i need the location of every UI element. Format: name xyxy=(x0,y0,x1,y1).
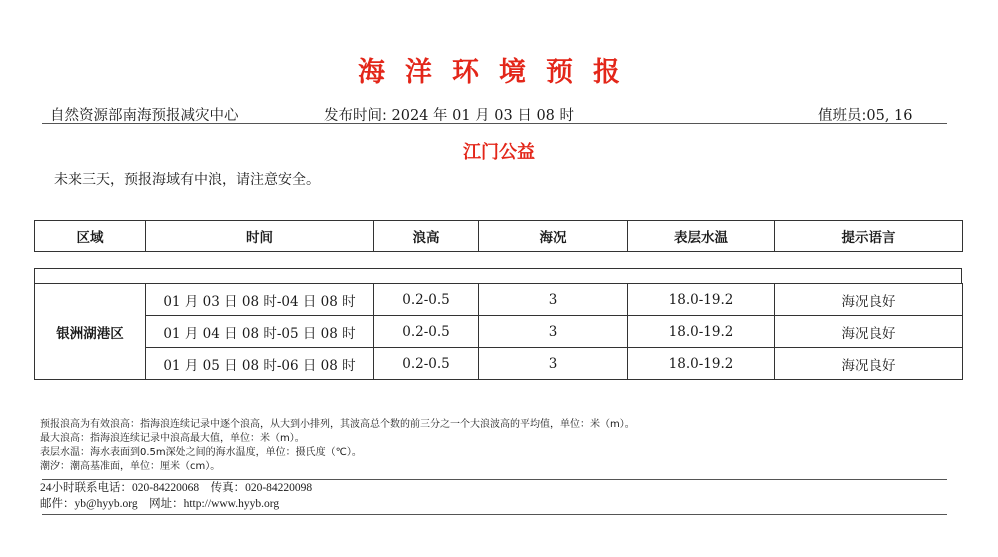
phone-number: 020-84220068 xyxy=(132,482,200,494)
note-max-wave: 最大浪高：指海浪连续记录中浪高最大值，单位：米（m）。 xyxy=(40,433,305,444)
wave-cell: 0.2-0.5 xyxy=(374,316,479,348)
time-cell: 01 月 05 日 08 时-06 日 08 时 xyxy=(146,348,374,380)
note-surface-temp: 表层水温：海水表面到0.5m深处之间的海水温度，单位：摄氏度（℃）。 xyxy=(40,447,362,458)
email-address[interactable]: yb@hyyb.org xyxy=(74,498,138,510)
duty-info xyxy=(818,104,913,125)
region-cell: 银洲湖港区 xyxy=(35,284,146,380)
footer-divider-top xyxy=(42,479,947,480)
table-row xyxy=(35,348,963,380)
header-region: 区域 xyxy=(35,221,146,252)
wave-cell: 0.2-0.5 xyxy=(374,348,479,380)
fax-label: 传真： xyxy=(210,482,246,494)
duty-value: 05, 16 xyxy=(866,108,913,124)
header-time: 时间 xyxy=(146,221,374,252)
temp-cell: 18.0-19.2 xyxy=(628,348,775,380)
footer-divider-bottom xyxy=(42,514,947,515)
publish-info xyxy=(324,104,574,125)
tip-cell: 海况良好 xyxy=(775,316,963,348)
header-wave-height: 浪高 xyxy=(374,221,479,252)
state-cell: 3 xyxy=(479,284,628,316)
note-tide: 潮汐：潮高基准面，单位：厘米（cm）。 xyxy=(40,461,221,472)
publish-time: 2024 年 01 月 03 日 08 时 xyxy=(391,108,575,124)
forecast-summary: 未来三天，预报海域有中浪，请注意安全。 xyxy=(54,172,320,188)
website-link[interactable]: http://www.hyyb.org xyxy=(183,498,280,510)
temp-cell: 18.0-19.2 xyxy=(628,316,775,348)
email-label: 邮件： xyxy=(40,498,75,510)
state-cell: 3 xyxy=(479,348,628,380)
contact-web-line xyxy=(40,497,279,512)
state-cell: 3 xyxy=(479,316,628,348)
forecast-header-table xyxy=(34,220,963,252)
issuer-name: 自然资源部南海预报减灾中心 xyxy=(50,108,239,124)
location-subtitle: 江门公益 xyxy=(463,142,535,163)
document-title: 海洋环境预报 xyxy=(358,57,640,88)
contact-phone-line xyxy=(40,481,312,496)
time-cell: 01 月 03 日 08 时-04 日 08 时 xyxy=(146,284,374,316)
table-row xyxy=(35,284,963,316)
header-sea-state: 海况 xyxy=(479,221,628,252)
duty-label: 值班员: xyxy=(818,108,867,124)
table-row xyxy=(35,316,963,348)
time-cell: 01 月 04 日 08 时-05 日 08 时 xyxy=(146,316,374,348)
forecast-table xyxy=(34,283,963,380)
header-tips: 提示语言 xyxy=(775,221,963,252)
header-surface-temp: 表层水温 xyxy=(628,221,775,252)
tip-cell: 海况良好 xyxy=(775,348,963,380)
web-label: 网址： xyxy=(149,498,184,510)
notes-block xyxy=(40,418,635,474)
wave-cell: 0.2-0.5 xyxy=(374,284,479,316)
header-divider xyxy=(42,123,947,124)
issuer xyxy=(50,104,239,125)
fax-number: 020-84220098 xyxy=(245,482,313,494)
note-wave-height: 预报浪高为有效浪高：指海浪连续记录中逐个浪高，从大到小排列，其波高总个数的前三分之一个大浪波高的平均值，单位：米（m）。 xyxy=(40,419,635,430)
table-spacer xyxy=(34,268,962,283)
tip-cell: 海况良好 xyxy=(775,284,963,316)
phone-label: 24小时联系电话： xyxy=(40,482,132,494)
publish-label: 发布时间: xyxy=(324,108,387,124)
temp-cell: 18.0-19.2 xyxy=(628,284,775,316)
